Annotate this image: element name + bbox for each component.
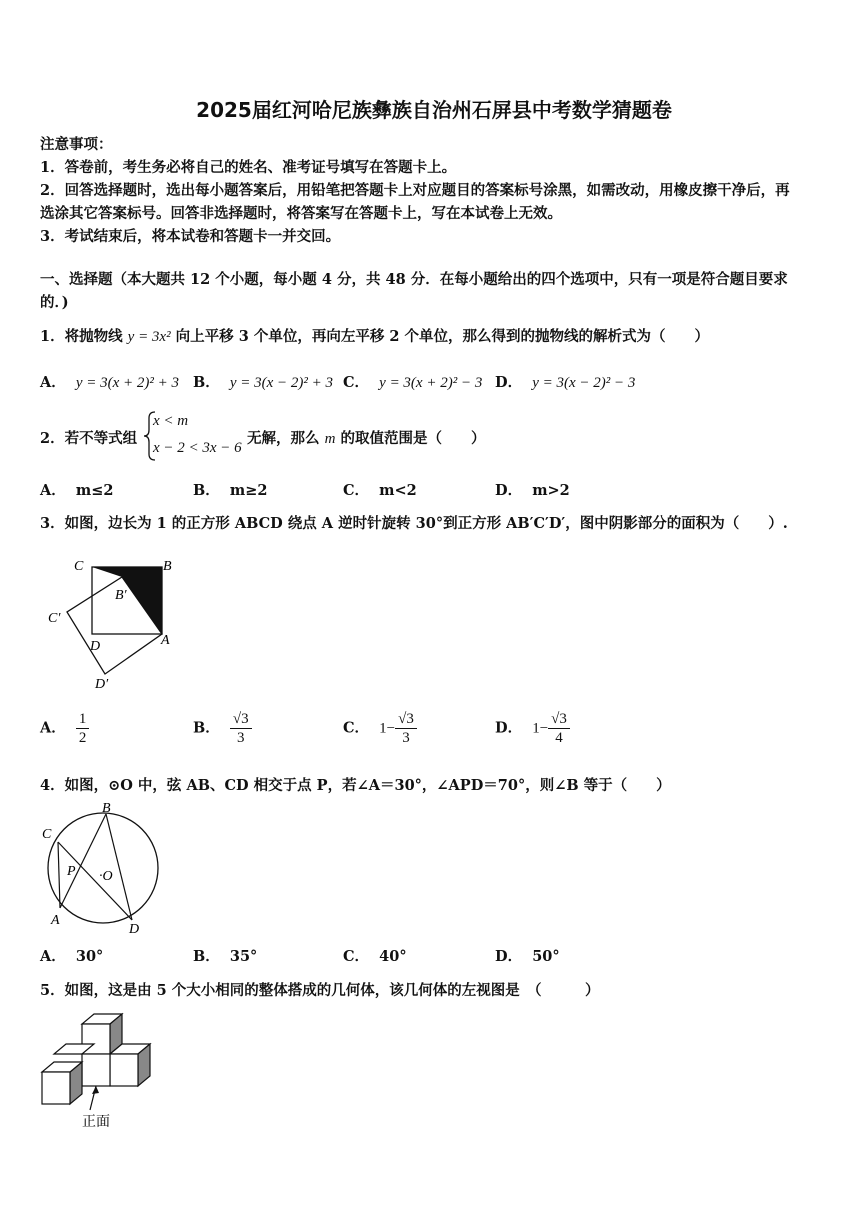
option-a[interactable]: A． m≤2 [40,482,114,499]
question-2-suffix: 无解，那么 m 的取值范围是（ ） [247,430,486,447]
option-b[interactable]: B． 35° [193,948,258,965]
option-b[interactable]: B． m≥2 [193,482,268,499]
option-d[interactable]: D． y = 3(x − 2)² − 3 [495,374,636,391]
svg-text:P: P [67,864,76,879]
option-a[interactable]: A． 30° [40,948,104,965]
notice-item: 1．答卷前，考生务必将自己的姓名、准考证号填写在答题卡上。 [40,159,457,176]
question-2-prefix [40,427,137,448]
option-c[interactable]: C． y = 3(x + 2)² − 3 [343,374,483,391]
svg-text:D: D [129,922,140,935]
svg-text:A: A [51,913,60,928]
question-text: 向上平移 3 个单位，再向左平移 2 个单位，那么得到的抛物线的解析式为（ ） [175,328,710,345]
svg-text:正面: 正面 [82,1115,110,1130]
svg-text:C: C [42,827,52,842]
question-text: 将抛物线 [64,328,123,345]
page-title: 2025届红河哈尼族彝族自治州石屏县中考数学猜题卷 [196,98,672,122]
notice-item: 3．考试结束后，将本试卷和答题卡一并交回。 [40,228,341,245]
math-expression: y = 3x² [127,329,171,345]
notice-item: 2．回答选择题时，选出每小题答案后，用铅笔把答题卡上对应题目的答案标号涂黑，如需改动，用橡皮擦干净后，再 [40,182,790,199]
inequality-line: x − 2 < 3x − 6 [153,440,242,456]
shaded-region-hatched [127,567,162,634]
svg-text:B: B [163,559,172,574]
question-text: 若不等式组 [64,430,138,447]
circle-chords-figure [38,800,166,935]
option-d[interactable]: D． 1− $\frac{√3}{4}$ [495,710,570,747]
question-4: 4．如图，⊙O 中，弦 AB、CD 相交于点 P，若∠A＝30°，∠APD＝70°，则∠B 等于（ ） [40,777,671,794]
question-1 [40,325,709,346]
inequality-line: x < m [153,413,189,429]
question-3: 3．如图，边长为 1 的正方形 ABCD 绕点 A 逆时针旋转 30°到正方形 AB′C′D′，图中阴影部分的面积为（ ）. [40,515,788,532]
svg-text:B′: B′ [115,588,127,603]
svg-text:C′: C′ [48,611,61,626]
cube-stack-figure [38,1010,158,1135]
svg-text:D: D [90,639,101,654]
option-d[interactable]: D． 50° [495,948,560,965]
section-heading-cont: 的．) [40,294,69,311]
notice-heading: 注意事项： [40,136,113,153]
rotated-square-figure [40,552,190,697]
option-a[interactable]: A． y = 3(x + 2)² + 3 [40,374,180,391]
svg-text:B: B [102,801,111,816]
svg-text:D′: D′ [95,677,109,692]
option-a[interactable]: A． $\frac{1}{2}$ [40,710,89,747]
option-c[interactable]: C． 40° [343,948,407,965]
section-heading: 一、选择题（本大题共 12 个小题，每小题 4 分，共 48 分．在每小题给出的四个选项中，只有一项是符合题目要求 [40,271,788,288]
question-number: 2． [40,430,65,447]
option-c[interactable]: C． m<2 [343,482,417,499]
option-d[interactable]: D． m>2 [495,482,570,499]
svg-text:A: A [161,633,170,648]
option-b[interactable]: B． $\frac{√3}{3}$ [193,710,252,747]
question-number: 1． [40,328,65,345]
notice-item: 选涂其它答案标号。回答非选择题时，将答案写在答题卡上，写在本试卷上无效。 [40,205,562,222]
svg-text:C: C [74,559,84,574]
svg-text:·O: ·O [99,869,113,884]
option-b[interactable]: B． y = 3(x − 2)² + 3 [193,374,334,391]
option-c[interactable]: C． 1− $\frac{√3}{3}$ [343,710,417,747]
question-5: 5．如图，这是由 5 个大小相同的整体搭成的几何体，该几何体的左视图是 （ ） [40,982,600,999]
